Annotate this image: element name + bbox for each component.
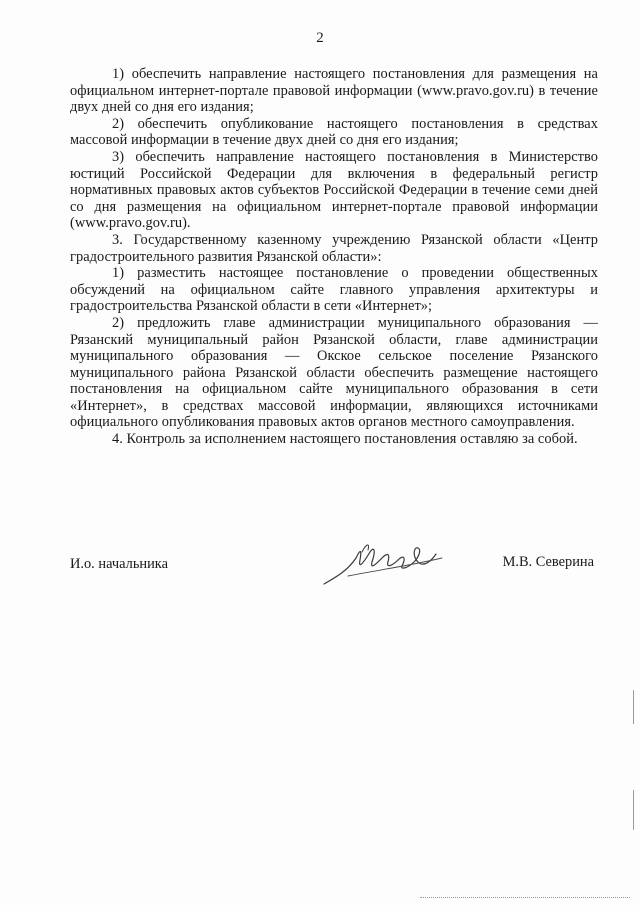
paragraph-item-1-3: 3) обеспечить направление настоящего постановления в Министерство юстиций Российской Федерации для включения в федеральный регистр нормативных правовых актов субъектов Российской Федерации в течение семи дней со дня размещения на официальном интернет-портале правовой информации (www.pravo.gov.ru). <box>70 148 598 232</box>
paragraph-item-1-2: 2) обеспечить опубликование настоящего постановления в средствах массовой информации в течение двух дней со дня его издания; <box>70 115 598 149</box>
signatory-position: И.о. начальника <box>70 556 168 572</box>
paragraph-clause-4: 4. Контроль за исполнением настоящего постановления оставляю за собой. <box>112 431 578 448</box>
paragraph-item-3-1: 1) разместить настоящее постановление о проведении общественных обсуждений на официальном сайте главного управления архитектуры и градостроительства Рязанской области в сети «Интернет»; <box>70 265 598 315</box>
signatory-name: М.В. Северина <box>502 554 594 570</box>
scan-bottom-edge <box>420 897 630 899</box>
scan-edge-mark <box>633 790 634 830</box>
handwritten-signature <box>318 540 488 590</box>
paragraph-clause-3: 3. Государственному казенному учреждению Рязанской области «Центр градостроительного развития Рязанской области»: <box>70 231 598 265</box>
page-number: 2 <box>316 30 324 46</box>
document-body <box>70 66 598 448</box>
scan-edge-mark <box>633 690 634 724</box>
paragraph-item-1-1: 1) обеспечить направление настоящего постановления для размещения на официальном интернет-портале правовой информации (www.pravo.gov.ru) в течение двух дней со дня его издания; <box>70 66 598 116</box>
signature-block <box>70 540 598 590</box>
paragraph-item-3-2: 2) предложить главе администрации муниципального образования — Рязанский муниципальный район Рязанской области, главе администрации муниципального образования — Окское сельское поселение Рязанского муниципального района Рязанской области обеспечить размещение настоящего постановления на официальном сайте муниципального образования в сети «Интернет», в средствах массовой информации, являющихся источниками официального опубликования правовых актов органов местного самоуправления. <box>70 314 598 431</box>
